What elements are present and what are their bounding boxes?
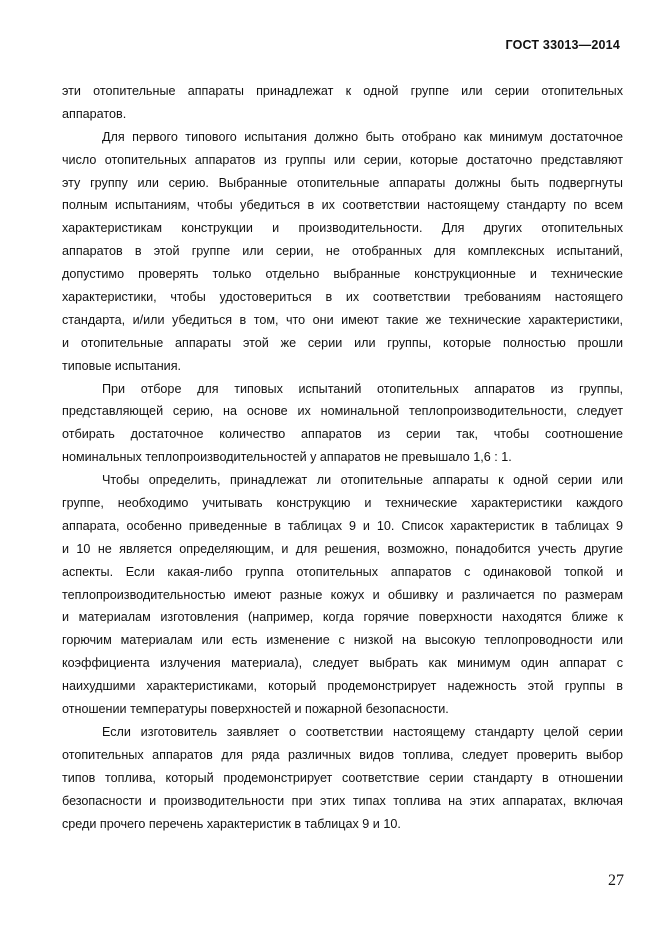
- text-line: аспекты. Если какая-либо группа отопительных аппаратов с одинаковой топкой и: [62, 564, 623, 579]
- text-line: стандарта, и/или убедиться в том, что они имеют такие же технические характеристики,: [62, 312, 623, 327]
- text-line: Для первого типового испытания должно быть отобрано как минимум достаточное: [102, 129, 623, 144]
- text-line: типовые испытания.: [62, 358, 182, 373]
- text-line: Чтобы определить, принадлежат ли отопительные аппараты к одной серии или: [102, 473, 623, 488]
- text-line: безопасности и производительности при этих типах топлива на этих аппаратах, включая: [62, 793, 623, 808]
- text-line: отопительных аппаратов для ряда различных видов топлива, следует проверить выбор: [62, 747, 623, 762]
- text-line: и 10 не является определяющим, и для решения, возможно, понадобится учесть другие: [62, 541, 623, 556]
- text-line: Если изготовитель заявляет о соответствии настоящему стандарту целой серии: [102, 724, 623, 739]
- body-text: [62, 80, 623, 835]
- text-line: номинальных теплопроизводительностей у аппаратов не превышало 1,6 : 1.: [62, 450, 512, 465]
- text-line: горючим материалам или есть изменение с низкой на высокую теплопроводности или: [62, 633, 623, 648]
- text-line: представляющей серию, на основе их номинальной теплопроизводительности, следует: [62, 404, 623, 419]
- text-line: характеристики, чтобы удостовериться в их соответствии требованиям настоящего: [62, 290, 623, 305]
- text-line: отношении температуры поверхностей и пожарной безопасности.: [62, 702, 449, 717]
- text-line: группе, необходимо учитывать конструкцию и технические характеристики каждого: [62, 496, 623, 511]
- text-line: характеристикам конструкции и производительности. Для других отопительных: [62, 221, 623, 236]
- text-line: допустимо проверять только отдельно выбранные конструкционные и технические: [62, 267, 623, 282]
- text-line: отбирать достаточное количество аппаратов из серии так, чтобы соотношение: [62, 427, 623, 442]
- text-line: аппарата, особенно приведенные в таблицах 9 и 10. Список характеристик в таблицах 9: [62, 518, 623, 533]
- text-line: и отопительные аппараты этой же серии или группы, которые полностью прошли: [62, 335, 623, 350]
- page-number: 27: [608, 872, 624, 889]
- text-line: наихудшими характеристиками, который продемонстрирует надежность этой группы в: [62, 679, 623, 694]
- text-line: коэффициента излучения материала), следует выбрать как минимум один аппарат с: [62, 656, 623, 671]
- text-line: полным испытаниям, чтобы убедиться в их соответствии настоящему стандарту по всем: [62, 198, 623, 213]
- text-line: и материалам изготовления (например, когда горячие поверхности находятся ближе к: [62, 610, 623, 625]
- text-line: число отопительных аппаратов из группы или серии, которые достаточно представляют: [62, 152, 623, 167]
- text-line: При отборе для типовых испытаний отопительных аппаратов из группы,: [102, 381, 623, 396]
- text-line: аппаратов в этой группе или серии, не отобранных для комплексных испытаний,: [62, 244, 623, 259]
- text-line: теплопроизводительностью имеют разные кожух и обшивку и различается по размерам: [62, 587, 623, 602]
- text-line: типов топлива, который продемонстрирует соответствие серии стандарту в отношении: [62, 770, 623, 785]
- text-line: среди прочего перечень характеристик в таблицах 9 и 10.: [62, 816, 401, 831]
- text-line: эту группу или серию. Выбранные отопительные аппараты должны быть подвергнуты: [62, 175, 623, 190]
- text-line: аппаратов.: [62, 106, 127, 121]
- standard-header: ГОСТ 33013—2014: [505, 38, 620, 52]
- text-line: эти отопительные аппараты принадлежат к одной группе или серии отопительных: [62, 84, 623, 98]
